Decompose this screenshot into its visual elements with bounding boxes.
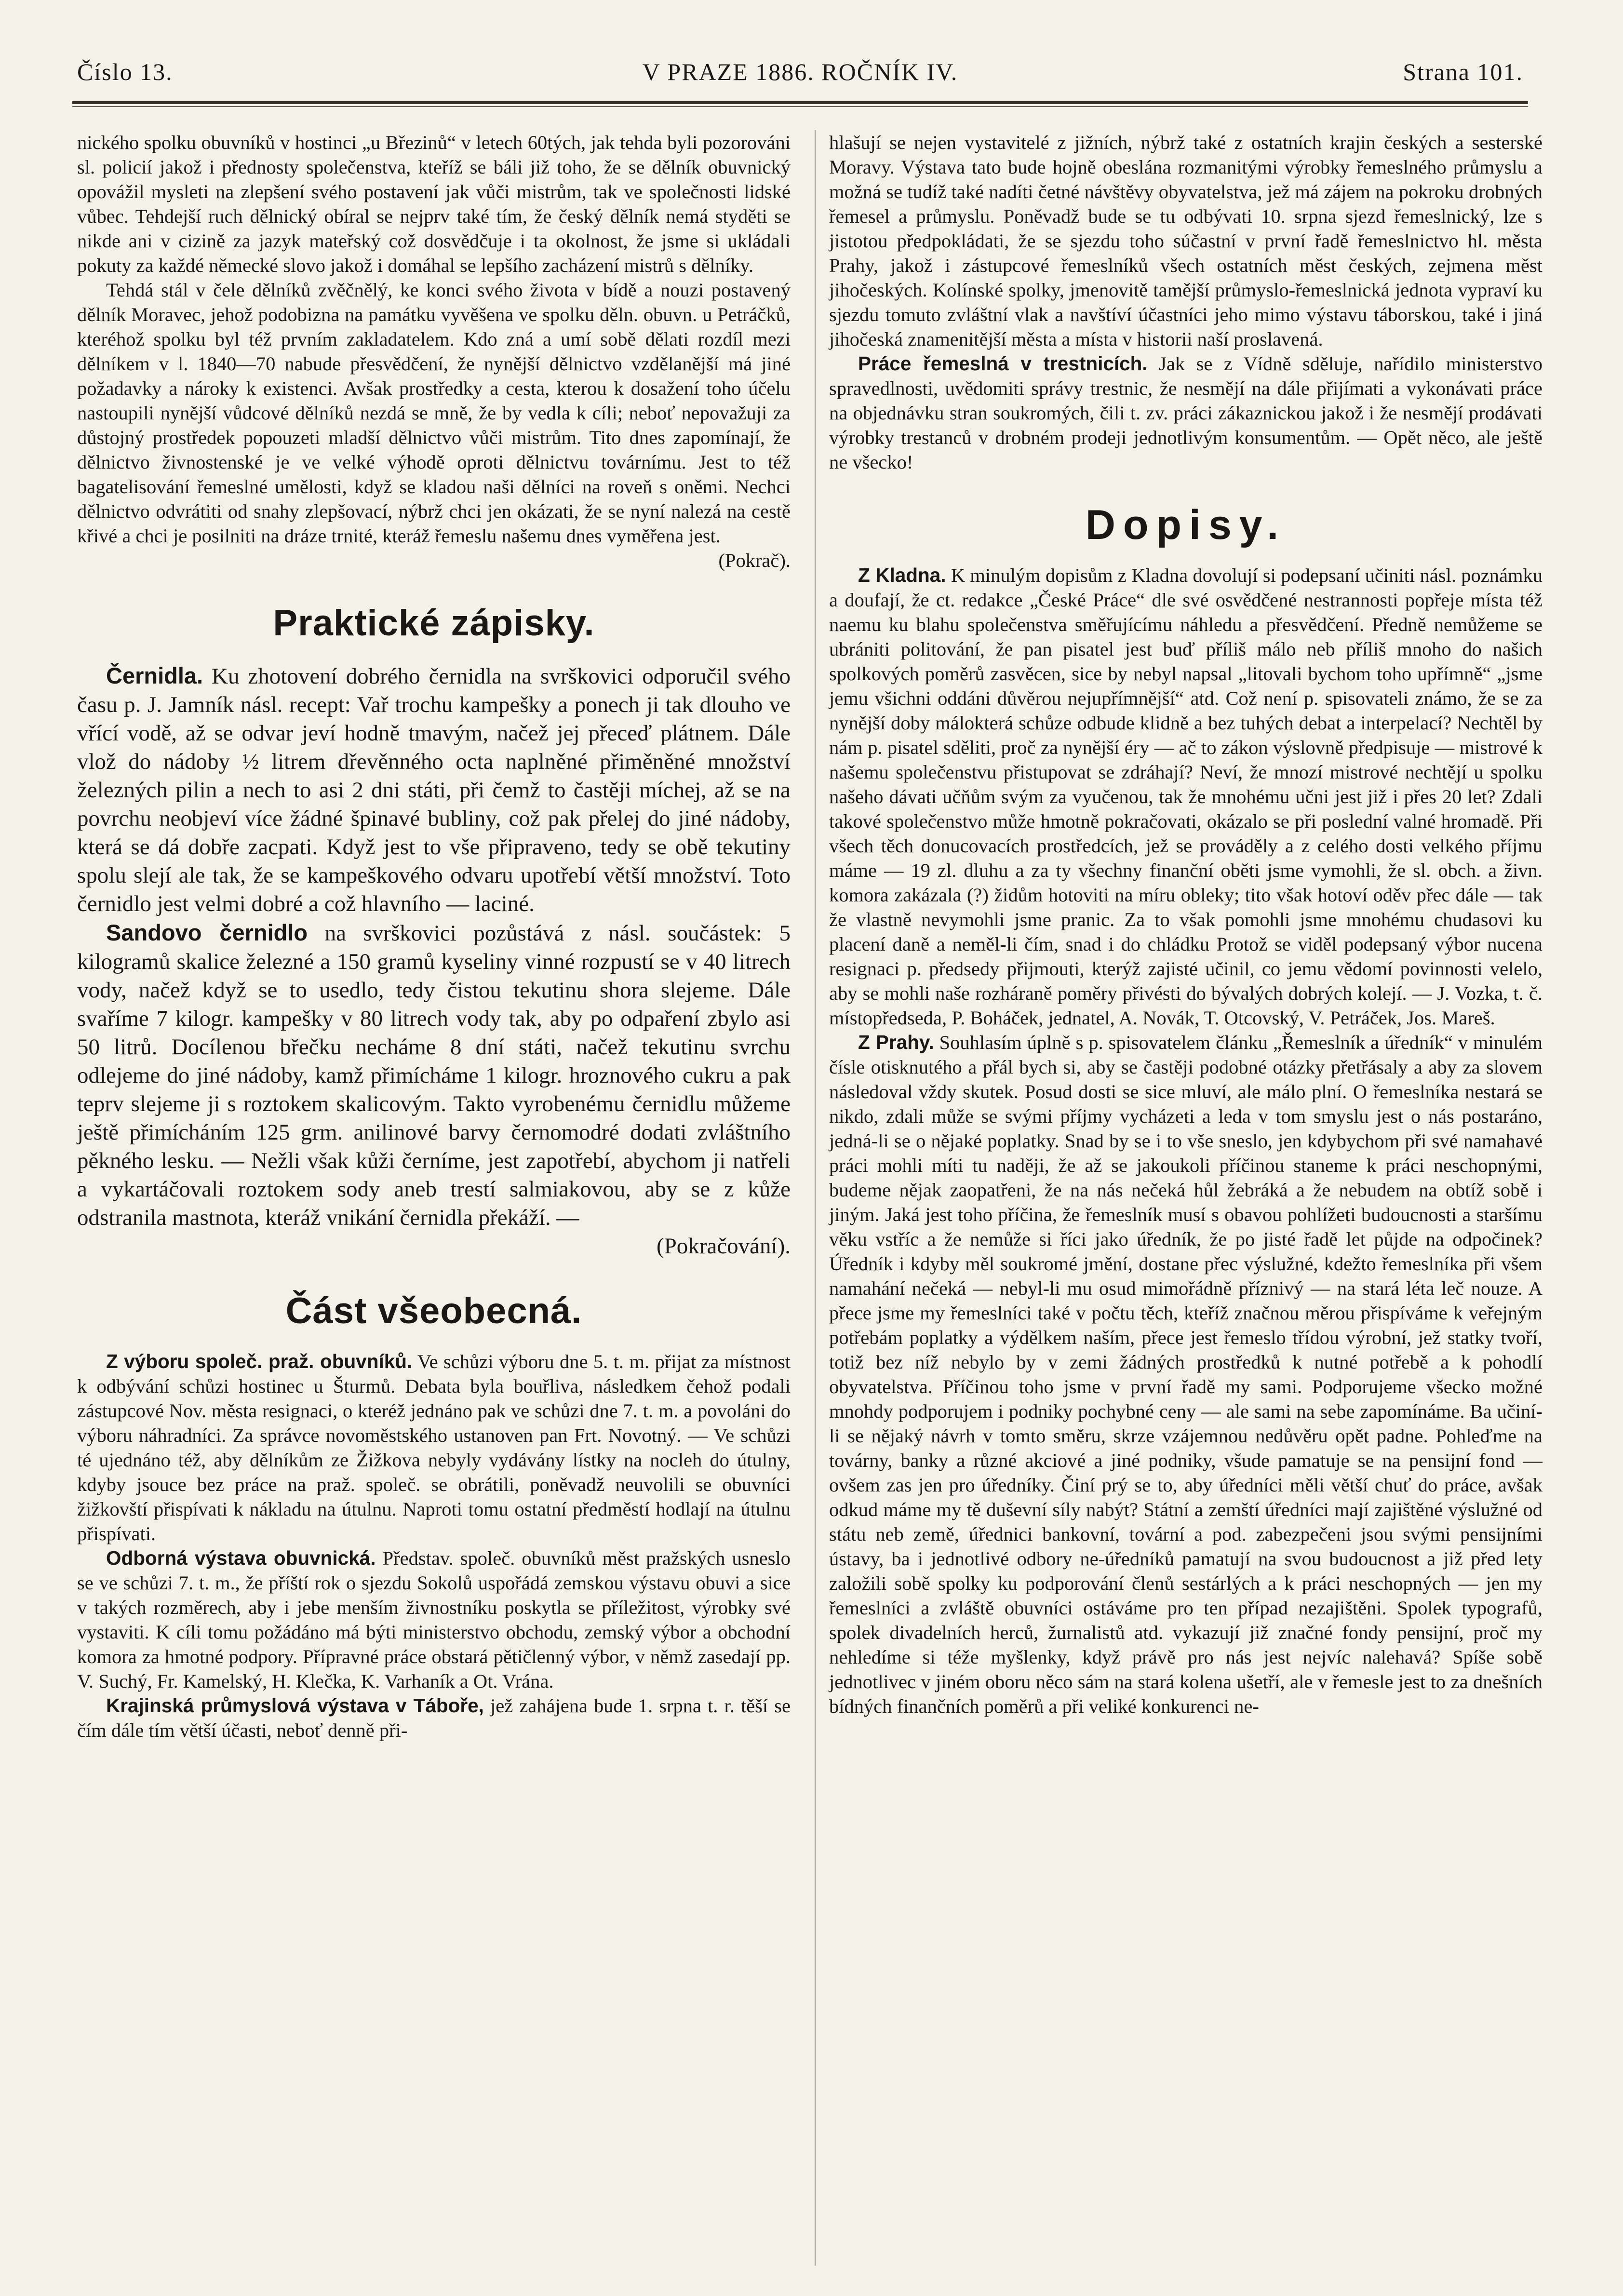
article-signoff: (Pokrač). — [718, 550, 791, 571]
vybor-text: Ve schůzi výboru dne 5. t. m. přijat za místnost k odbývání schůzi hostinec u Šturmů. Debata byla bouřliva, následkem čehož podali zástupcové Nov. města resignaci, o kteréž jednáno pak ve schůzi dne 7. t. m. a povoláni do výboru náhradníci. Za správce novoměstského ustanoven pan Frt. Novotný. — Ve schůzi té ujednáno též, aby dělníkům ze Žižkova nebyly vydávány lístky na nocleh do útulny, kdyby jsouce bez práce na praž. společ. se obrátili, poněvadž neuvolili se obuvníci žižkovští přispívati k nákladu na útulnu. Naproti tomu ostatní předměstí hodlají na útulnu přispívati. — [77, 1351, 791, 1544]
kladna-text: K minulým dopisům z Kladna dovolují si podepsaní učiniti násl. poznámku a doufají, že ct. redakce „České Práce“ dle své osvědčené nestrannosti popřeje místa též naemu ku blahu společenstva směřujícímu náhledu a přesvědčení. Předně nemůžeme se ubrániti politování, že pan pisatel jest buď příliš málo neb příliš mnoho do našich spolkových poměrů zasvěcen, sice by nebyl napsal „litovali bychom toho upřímně“ „jsme jemu všichni oddáni důvěrou nejupřímnější“ atd. Což není p. spisovateli známo, že se za nynější doby málokterá schůze odbude klidně a bez tuhých debat a interpelací? Nechtěl by nám p. pisatel sděliti, proč za nynější éry — ač to zákon výslovně předpisuje — mistrové k našemu společenstvu přistupovat se zdráhají? Neví, že mnozí mistrové nechtějí u spolku našeho dávati učňům svým za vyučenou, tak že mnohému učni jest již i přes 20 let? Zdali takové společenstvo může hmotně pokračovati, okázalo se při poslední valné hromadě. Při všech těch donucovacích prostředcích, jež se prováděly a z celého dosti velkého příjmu máme — 19 zl. dluhu a za ty všechny finanční oběti jsme vymohli, že sl. obch. a živn. komora zakázala (?) židům hotoviti na míru obleky; tito však hotoví oděv přec dále — tak že vlastně nevymohli jsme pranic. Za to však pomohli jsme mnohému chudasovi ku placení daně a neměl-li čím, snad i do chládku Protož se viděl podepsaný výbor nucena resignaci p. předsedy přijmouti, kterýž zajisté učinil, co jemu vědomí povinnosti velelo, aby se mohli naše rozháraně poměry přivésti do bývalých dobrých kolejí. — J. Vozka, t. č. místopředseda, P. Boháček, jednatel, A. Novák, T. Otcovský, V. Petráček, Jos. Mareš. — [829, 564, 1543, 1029]
kladna-heading: Z Kladna. — [858, 564, 946, 586]
header-rule-thin — [72, 106, 1528, 107]
article-paragraph-text: Tehdá stál v čele dělníků zvěčnělý, ke konci svého života v bídě a nouzi postavený dělník Moravec, jehož podobizna na památku vyvěšena ve spolku děln. obuvn. u Petráčků, kteréhož spolku byl též prvním zakladatelem. Kdo zná a umí sobě dělati rozdíl mezi dělníkem v l. 1840—70 nabude přesvědčení, že nynější dělnictvo vzdělanější má jiné požadavky a nároky k existenci. Avšak prostředky a cesta, kterou k dosažení toho účelu nastoupili nynější vůdcové dělníků nezdá se mně, že by vedla k cíli; neboť nepovažuji za důstojný prostředek popouzeti mladší dělnictvo vůči mistrům. Tito dnes zapomínají, že dělnictvo živnostenské je ve velké výhodě oproti dělnictvu továrnímu. Jest to též bagatelisování řemeslné umělosti, když se kladou naši dělníci na roveň s oněmi. Nechci dělnictvo odvrátiti od snahy zlepšovací, nýbrž chci jen okázati, že se nyní nalezá na cestě křivé a chci je posilniti na dráze trnité, kteráž řemeslu našemu dnes vyměřena jest. — [77, 279, 791, 547]
sandovo-heading: Sandovo černidlo — [106, 920, 308, 945]
prace-text: Jak se z Vídně sděluje, nařídilo ministerstvo spravedlnosti, uvědomiti správy trestnic, že nesmějí na dále přijímati a vykonávati práce na objednávku stran soukromých, čili t. zv. práci zákaznickou jakož i že nesmějí prodávati výrobky trestanců v drobném prodeji jednotlivým konsumentům. — Opět něco, ale ještě ne všecko! — [829, 353, 1543, 473]
sandovo-paragraph — [77, 918, 791, 1232]
cernidla-text: Ku zhotovení dobrého černidla na svrškovici odporučil svého času p. J. Jamník násl. recept: Vař trochu kampešky a ponech ji tak dlouho ve vřící vodě, až se odvar jeví hodně tmavým, načež jej přeceď plátnem. Dále vlož do nádoby ½ litrem dřevěnného octa naplněné přiměněné množství železných pilin a nech to asi 2 dni státi, při čemž to častěji míchej, až se na povrchu neobjeví více žádné špinavé bubliny, což pak přelej do jiné nádoby, která se dá dobře zacpati. Když jest to vše připraveno, tedy se obě tekutiny spolu slejí ale tak, že se kampeškového odvaru upotřebí větší množství. Toto černidlo jest velmi dobré a což hlavního — laciné. — [77, 664, 791, 916]
left-column — [77, 130, 791, 1743]
krajinska-paragraph — [77, 1693, 791, 1743]
section-title-prakticke: Praktické zápisky. — [273, 603, 595, 644]
page-header — [77, 58, 1523, 96]
sandovo-text: na svrškovici pozůstává z násl. součástek: 5 kilogramů skalice železné a 150 gramů kyseliny vinné rozpustí se v 40 litrech vody, načež když se to usedlo, tedy čistou tekutinu shora slejeme. Dále svaříme 7 kilogr. kampešky v 80 litrech vody tak, aby po odpaření zbylo asi 50 litrů. Docílenou břečku necháme 8 dní státi, načež tekutinu svrchu odlejeme do jiné nádoby, kamž přimícháme 1 kilogr. hroznového cukru a pak teprv slejeme ji s roztokem skalicovým. Takto vyrobenému černidlu můžeme ještě přimícháním 125 grm. anilinové barvy černomodré dodati zvláštního pěkného lesku. — Nežli však kůži černíme, jest zapotřebí, abychom ji natřeli a vykartáčovali roztokem sody aneb trestí salmiakovou, aby se z kůže odstranila mastnota, kteráž vnikání černidla překáží. — — [77, 921, 791, 1230]
vybor-paragraph — [77, 1349, 791, 1546]
prakticke-block — [77, 661, 791, 1261]
prace-paragraph — [829, 351, 1543, 474]
prahy-text: Souhlasím úplně s p. spisovatelem článku „Řemeslník a úředník“ v minulém čísle otisknutého a přál bych si, aby se častěji podobné otázky přetřásaly a aby za slovem následoval vždy skutek. Posud dosti se sice mluví, ale málo plní. O řemeslníka nestará se nikdo, zdali může se svými příjmy vycházeti a leda v tom smyslu jest o nás postaráno, jedná-li se o nějaké poplatky. Snad by se i to vše sneslo, jen kdybychom při své namahavé práci mohli míti tu naději, že až se jakoukoli příčinou staneme k práci neschopnými, budeme nějak zaopatřeni, že na nás nečeká hůl žebráká a že nebudem na obtíž sobě i jiným. Jaká jest toho příčina, že řemeslník musí s obavou pohlížeti budoucnosti a staršímu věku vstříc a že nemůže si říci jako úředník, že po jisté řadě let půjde na odpočinek? Úředník i kdyby měl soukromé jmění, dostane přec výslužné, kdežto řemeslníka při všem namahání nečeká — nebyl-li mu osud mimořádně příznivý — na stará léta leč nouze. A přece jsme my řemeslníci také v počtu těch, kteříž značnou měrou přispíváme k veřejným potřebám poplatky a výdělkem naším, přece jest řemeslo třídou výrobní, jež statky tvoří, totiž bez níž nebylo by v zemi žádných prostředků k nutné potřebě a k pohodlí obyvatelstva. Příčinou toho jsme v první řadě my sami. Podporujeme všecko možné mnohdy podporujem i podniky pochybné ceny — ale sami na sebe zapomínáme. Ba učiní-li se nějaký návrh v tomto směru, skrze vzájemnou nedůvěru opět padne. Pohleďme na továrny, banky a různé akciové a jiné podniky, všude pamatuje se na pensijní fond — ovšem zas jen pro úředníky. Činí prý se to, aby úředníci měli větší chuť do práce, avšak odkud máme my tě duševní síly nabýt? Státní a zemští úředníci mají zajištěné výslužné od státu neb země, úřednici bankovní, tovární a pod. zabezpečeni jsou svými pensijními ústavy, ba i jednotlivé odbory ne-úředníků pamatují na svou budoucnost a již před lety založili sobě spolky ku podporování členů sestárlých a k práci neschopných — jen my řemeslníci a zvláště obuvníci ostáváme pro ten případ nezajištěni. Spolek typografů, spolek divadelních herců, žurnalistů atd. vykazují již značné fondy pensijní, proč my nehledíme si téže myšlenky, když právě pro nás jest nejvíc nalehavá? Spíše sobě jednotlivec v jiném oboru něco sám na stará kolena ušetří, ale v řemesle jest to za dnešních bídných finančních poměrů a při veliké konkurenci ne- — [829, 1032, 1543, 1717]
section-title-cast: Část všeobecná. — [285, 1290, 582, 1331]
section-title-dopisy: Dopisy. — [1085, 502, 1287, 548]
prahy-heading: Z Prahy. — [858, 1031, 934, 1053]
masthead-date: V PRAZE 1886. ROČNÍK IV. — [642, 58, 958, 85]
column-divider — [815, 130, 816, 2266]
article-continuation: nického spolku obuvníků v hostinci „u Březinů“ v letech 60tých, jak tehda byli pozorováni sl. policií jakož i přednosty společenstva, kteříž se báli již toho, že se dělník obuvnický opovážil mysleti na zlepšení svého postavení jak vůči mistrům, tak ve společnosti lidské vůbec. Tehdejší ruch dělnický obíral se nejprv také tím, že český dělník nemá styděti se nikde ani v cizině za jazyk mateřský což dosvědčuje i ta okolnost, že jsme si ukládali pokuty za každé německé slovo jakož i domáhal se lepšího zacházení mistrů s dělníky. — [77, 132, 791, 276]
odborna-heading: Odborná výstava obuvnická. — [106, 1547, 376, 1569]
page-number: Strana 101. — [1403, 58, 1523, 85]
header-rule — [72, 101, 1528, 104]
kladna-paragraph — [829, 563, 1543, 1030]
article-paragraph — [77, 278, 791, 548]
odborna-paragraph — [77, 1546, 791, 1693]
vybor-heading: Z výboru společ. praž. obuvníků. — [106, 1350, 413, 1372]
prahy-paragraph — [829, 1030, 1543, 1719]
cernidla-paragraph — [77, 661, 791, 918]
krajinska-continuation: hlašují se nejen vystavitelé z jižních, nýbrž také z ostatních krajin českých a sesterské Moravy. Výstava tato bude hojně obeslána rozmanitými výrobky řemeslného průmyslu a možná se tudíž také nadíti četné návštěvy obyvatelstva, jež má zájem na pokroku drobných řemesel a průmyslu. Poněvadž bude se tu odbývati 10. srpna sjezd řemeslnický, lze s jistotou předpokládati, že se sjezdu toho súčastní v první řadě řemeslnictvo hl. města Prahy, jakož i zástupcové řemeslníků všech ostatních měst českých, zejmena měst jihočeských. Kolínské spolky, jmenovitě tamější průmyslo-řemeslnická jednota vypraví ku sjezdu tomuto zvláštní vlak a navštíví účastníci jeho mimo výstavu táborskou, také i jiná jihočeská znamenitější města a místa v historii naší proslavená. — [829, 132, 1543, 350]
krajinska-heading: Krajinská průmyslová výstava v Táboře, — [106, 1694, 484, 1717]
cernidla-heading: Černidla. — [106, 663, 203, 688]
sandovo-signoff: (Pokračování). — [657, 1234, 791, 1259]
prace-heading: Práce řemeslná v trestnicích. — [858, 352, 1148, 375]
right-column — [829, 130, 1543, 1719]
issue-number: Číslo 13. — [77, 58, 173, 85]
krajinska-text: jež zahájena bude 1. srpna t. r. těší se čím dále tím větší účasti, neboť denně při- — [77, 1695, 791, 1741]
odborna-text: Představ. společ. obuvníků měst pražských usneslo se ve schůzi 7. t. m., že příští rok o sjezdu Sokolů uspořádá zemskou výstavu obuvi a sice v takých rozměrech, aby i jebe menším živnostníku poskytla se příležitost, výrobky své vystaviti. K cíli tomu požádáno má býti ministerstvo obchodu, zemský výbor a obchodní komora za hmotné podpory. Přípravné práce obstará pětičlenný výbor, v němž zasedají pp. V. Suchý, Fr. Kamelský, H. Klečka, K. Varhaník a Ot. Vrána. — [77, 1547, 791, 1692]
